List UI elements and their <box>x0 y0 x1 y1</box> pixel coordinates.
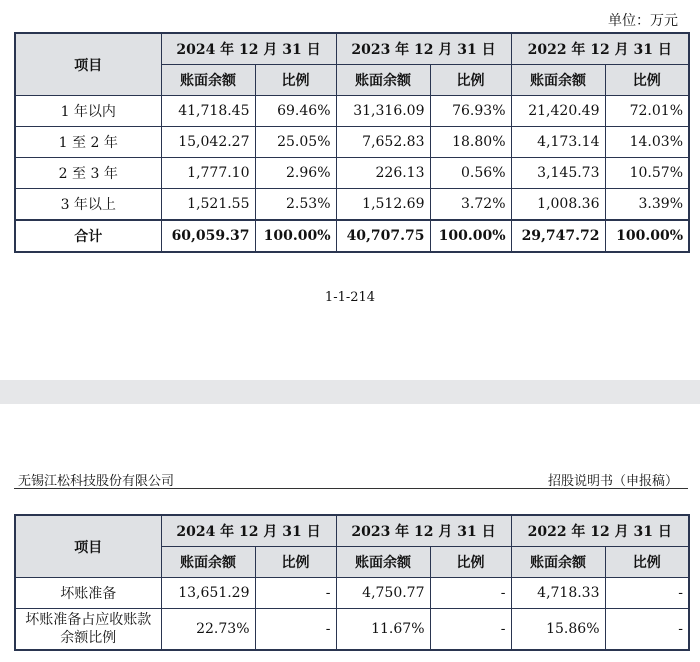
cell-value: - <box>255 609 336 651</box>
cell-value: 3.72% <box>430 189 511 221</box>
table-row <box>15 127 689 158</box>
sub-header: 账面余额 <box>161 65 255 96</box>
row-label: 坏账准备 <box>15 578 161 609</box>
sub-header: 比例 <box>430 547 511 578</box>
cell-value: 0.56% <box>430 158 511 189</box>
aging-table <box>14 32 690 253</box>
cell-value: 31,316.09 <box>336 96 430 127</box>
period-header-2024: 2024 年 12 月 31 日 <box>161 33 336 65</box>
sub-header: 比例 <box>430 65 511 96</box>
cell-value: 25.05% <box>255 127 336 158</box>
cell-value: 14.03% <box>605 127 689 158</box>
row-label: 1 年以内 <box>15 96 161 127</box>
cell-value: 4,173.14 <box>511 127 605 158</box>
cell-value: 11.67% <box>336 609 430 651</box>
cell-value: 15.86% <box>511 609 605 651</box>
table-row <box>15 158 689 189</box>
page-number: 1-1-214 <box>324 290 376 305</box>
header-rule <box>14 488 688 489</box>
cell-value: - <box>430 578 511 609</box>
sub-header: 比例 <box>255 65 336 96</box>
item-header: 项目 <box>15 33 161 96</box>
sub-header: 账面余额 <box>511 547 605 578</box>
cell-value: 22.73% <box>161 609 255 651</box>
row-label: 3 年以上 <box>15 189 161 221</box>
period-header-2024: 2024 年 12 月 31 日 <box>161 515 336 547</box>
cell-value: - <box>255 578 336 609</box>
sub-header: 账面余额 <box>161 547 255 578</box>
cell-value: 3.39% <box>605 189 689 221</box>
cell-value: 21,420.49 <box>511 96 605 127</box>
row-label: 1 至 2 年 <box>15 127 161 158</box>
period-header-2022: 2022 年 12 月 31 日 <box>511 33 689 65</box>
cell-value: 226.13 <box>336 158 430 189</box>
total-row <box>15 220 689 252</box>
cell-value: 7,652.83 <box>336 127 430 158</box>
bad-debt-table <box>14 514 690 651</box>
sub-header: 账面余额 <box>336 547 430 578</box>
period-header-2023: 2023 年 12 月 31 日 <box>336 33 511 65</box>
document-title: 招股说明书（申报稿） <box>547 474 678 489</box>
cell-value: 1,777.10 <box>161 158 255 189</box>
period-header-2022: 2022 年 12 月 31 日 <box>511 515 689 547</box>
cell-value: 76.93% <box>430 96 511 127</box>
sub-header: 账面余额 <box>336 65 430 96</box>
total-value: 100.00% <box>605 220 689 252</box>
sub-header: 账面余额 <box>511 65 605 96</box>
cell-value: 1,008.36 <box>511 189 605 221</box>
table-row <box>15 609 689 651</box>
table-row <box>15 96 689 127</box>
total-value: 29,747.72 <box>511 220 605 252</box>
total-value: 100.00% <box>255 220 336 252</box>
cell-value: 3,145.73 <box>511 158 605 189</box>
total-value: 60,059.37 <box>161 220 255 252</box>
cell-value: - <box>605 609 689 651</box>
cell-value: 13,651.29 <box>161 578 255 609</box>
cell-value: 15,042.27 <box>161 127 255 158</box>
total-value: 40,707.75 <box>336 220 430 252</box>
cell-value: - <box>605 578 689 609</box>
period-header-2023: 2023 年 12 月 31 日 <box>336 515 511 547</box>
page-separator <box>0 380 700 404</box>
cell-value: 4,718.33 <box>511 578 605 609</box>
row-label: 坏账准备占应收账款余额比例 <box>15 609 161 651</box>
row-label: 2 至 3 年 <box>15 158 161 189</box>
document-page-bottom <box>0 404 700 662</box>
sub-header: 比例 <box>255 547 336 578</box>
cell-value: 4,750.77 <box>336 578 430 609</box>
unit-label: 单位：万元 <box>608 13 678 29</box>
cell-value: 1,512.69 <box>336 189 430 221</box>
cell-value: 18.80% <box>430 127 511 158</box>
cell-value: 72.01% <box>605 96 689 127</box>
cell-value: 41,718.45 <box>161 96 255 127</box>
item-header: 项目 <box>15 515 161 578</box>
cell-value: 2.96% <box>255 158 336 189</box>
cell-value: 69.46% <box>255 96 336 127</box>
total-value: 100.00% <box>430 220 511 252</box>
total-label: 合计 <box>15 220 161 252</box>
cell-value: 1,521.55 <box>161 189 255 221</box>
company-name: 无锡江松科技股份有限公司 <box>18 474 175 489</box>
sub-header: 比例 <box>605 65 689 96</box>
table-row <box>15 189 689 221</box>
sub-header: 比例 <box>605 547 689 578</box>
cell-value: 2.53% <box>255 189 336 221</box>
cell-value: 10.57% <box>605 158 689 189</box>
table-row <box>15 578 689 609</box>
cell-value: - <box>430 609 511 651</box>
